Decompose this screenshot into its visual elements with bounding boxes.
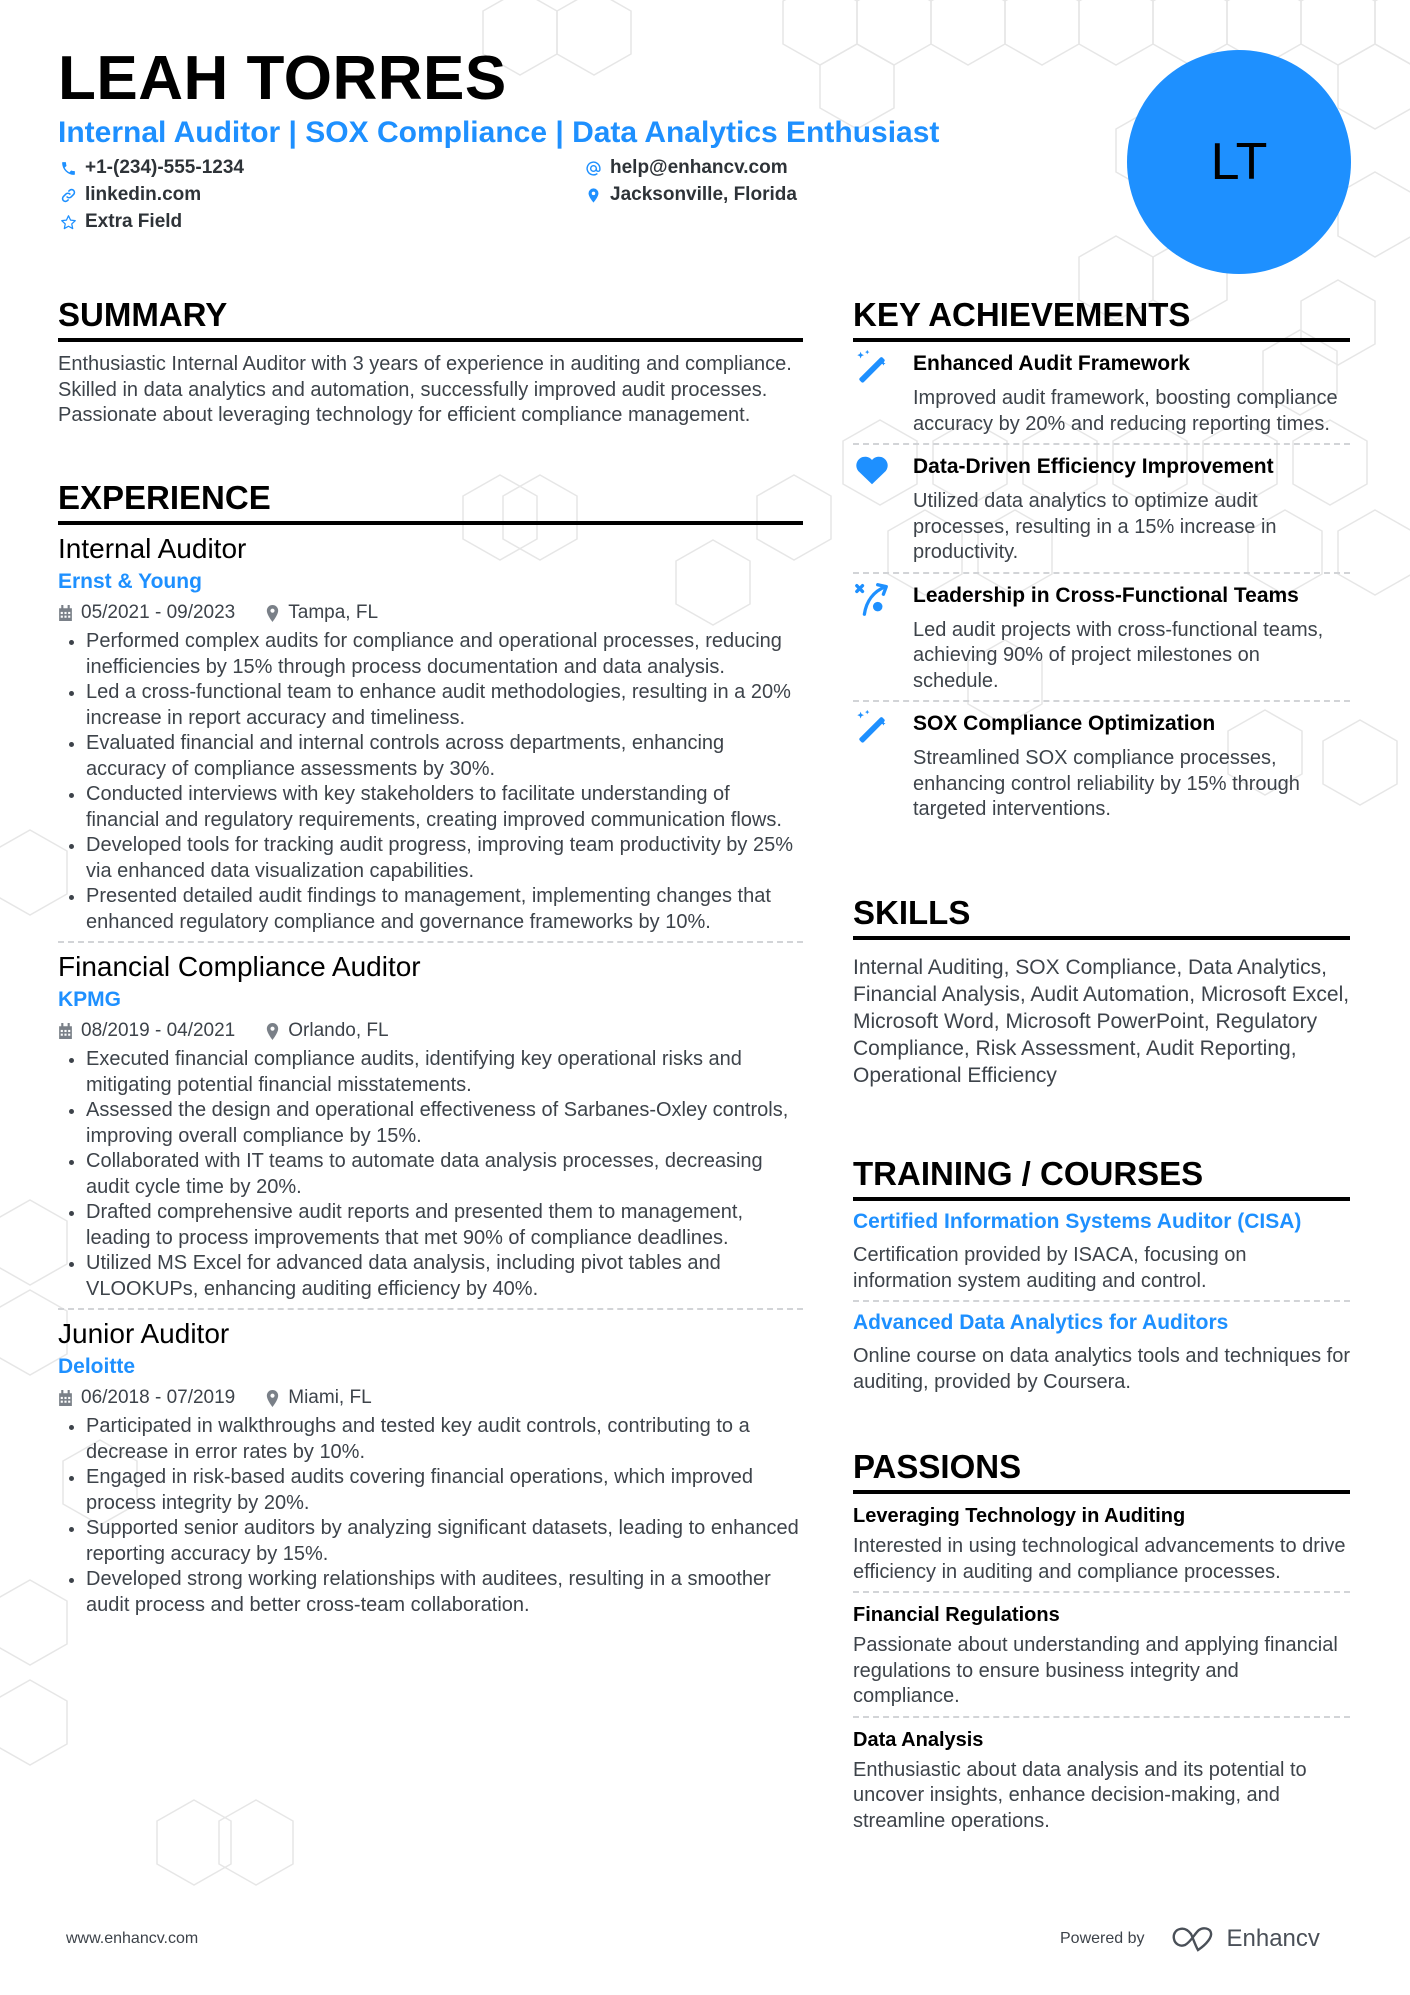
job-bullet: Collaborated with IT teams to automate data analysis processes, decreasing audit cycle time by 20%. [58, 1149, 803, 1200]
training-section [853, 1154, 1350, 1401]
company-name: Deloitte [58, 1355, 136, 1378]
passions-section [853, 1447, 1350, 1840]
achievement-title: Data-Driven Efficiency Improvement [913, 455, 1274, 478]
passion-item [853, 1601, 1350, 1718]
avatar [1127, 50, 1351, 274]
job-title: Internal Auditor [58, 533, 247, 564]
achievement-description: Utilized data analytics to optimize audit processes, resulting in a 15% increase in productivity. [913, 490, 1277, 563]
brand-name: Enhancv [1226, 1925, 1320, 1952]
achievement-item [853, 574, 1350, 703]
passion-title: Leveraging Technology in Auditing [853, 1505, 1186, 1527]
job-bullet: Participated in walkthroughs and tested key audit controls, contributing to a decrease in error rates by 10%. [58, 1414, 803, 1465]
job-dates: 05/2021 - 09/2023 [81, 602, 236, 623]
passion-item [853, 1726, 1350, 1841]
candidate-name: LEAH TORRES [58, 44, 507, 113]
email-value: help@enhancv.com [610, 157, 788, 178]
summary-section [58, 295, 803, 429]
passion-description: Enthusiastic about data analysis and its potential to uncover insights, enhance decision-making, and streamline operations. [853, 1758, 1307, 1832]
passion-title: Financial Regulations [853, 1604, 1060, 1626]
job-bullet: Assessed the design and operational effectiveness of Sarbanes-Oxley controls, improving overall compliance by 15%. [58, 1098, 803, 1149]
divider [853, 1300, 1350, 1302]
job-meta [58, 1017, 803, 1045]
job-bullet: Drafted comprehensive audit reports and presented them to management, leading to process improvements that met 90% of compliance deadlines. [58, 1200, 803, 1251]
achievement-item [853, 445, 1350, 574]
section-title-training: TRAINING / COURSES [853, 1154, 1350, 1201]
section-title-experience: EXPERIENCE [58, 478, 803, 525]
achievement-item [853, 702, 1350, 829]
job-bullet: Presented detailed audit findings to management, implementing changes that enhanced regulatory compliance and governance frameworks by 10%. [58, 884, 803, 935]
passion-title: Data Analysis [853, 1728, 984, 1751]
course-title: Certified Information Systems Auditor (CISA) [853, 1210, 1302, 1233]
job-bullets [58, 629, 803, 935]
skills-section [853, 893, 1350, 1089]
calendar-icon [58, 1390, 73, 1407]
contact-email[interactable] [585, 155, 788, 181]
passion-description: Interested in using technological advancements to drive efficiency in auditing and compliance processes. [853, 1535, 1346, 1583]
achievement-description: Improved audit framework, boosting compliance accuracy by 20% and reducing reporting times. [913, 387, 1338, 435]
job-bullet: Developed strong working relationships with auditees, resulting in a smoother audit process and better cross-team collaboration. [58, 1567, 803, 1618]
job-bullet: Supported senior auditors by analyzing significant datasets, leading to enhanced reporting accuracy by 15%. [58, 1516, 803, 1567]
job-entry [58, 531, 803, 943]
map-pin-icon [585, 187, 602, 204]
job-bullet: Developed tools for tracking audit progress, improving team productivity by 25% via enhanced data visualization capabilities. [58, 833, 803, 884]
job-bullet: Conducted interviews with key stakeholders to facilitate understanding of financial and regulatory requirements, creating improved communication flows. [58, 782, 803, 833]
job-title: Junior Auditor [58, 1318, 230, 1349]
divider [853, 1716, 1350, 1718]
linkedin-value: linkedin.com [85, 184, 202, 205]
footer-powered-by[interactable] [1060, 1925, 1320, 1953]
job-bullet: Engaged in risk-based audits covering financial operations, which improved process integrity by 20%. [58, 1465, 803, 1516]
map-pin-icon [265, 605, 280, 622]
passion-item [853, 1502, 1350, 1593]
magic-wand-icon [853, 708, 891, 746]
section-title-skills: SKILLS [853, 893, 1350, 940]
job-location: Orlando, FL [288, 1020, 389, 1041]
course-item [853, 1209, 1350, 1302]
extra-value: Extra Field [85, 211, 183, 232]
calendar-icon [58, 1023, 73, 1040]
course-description: Certification provided by ISACA, focusing on information system auditing and control. [853, 1244, 1247, 1292]
company-name: KPMG [58, 988, 121, 1011]
experience-section [58, 478, 803, 1618]
candidate-tagline: Internal Auditor | SOX Compliance | Data Analytics Enthusiast [58, 116, 940, 149]
section-title-summary: SUMMARY [58, 295, 803, 342]
achievement-description: Led audit projects with cross-functional teams, achieving 90% of project milestones on schedule. [913, 618, 1324, 692]
job-meta [58, 1384, 803, 1412]
map-pin-icon [265, 1390, 280, 1407]
enhancv-logo-icon [1171, 1926, 1217, 1952]
job-bullets [58, 1047, 803, 1302]
at-icon [585, 160, 602, 177]
job-bullet: Utilized MS Excel for advanced data analysis, including pivot tables and VLOOKUPs, enhancing auditing efficiency by 40%. [58, 1251, 803, 1302]
achievement-title: Leadership in Cross-Functional Teams [913, 583, 1299, 607]
job-bullet: Evaluated financial and internal controls across departments, enhancing accuracy of compliance assessments by 30%. [58, 731, 803, 782]
brand-logo [1171, 1925, 1320, 1953]
star-icon [60, 214, 77, 231]
magic-wand-icon [853, 348, 891, 386]
job-meta [58, 599, 803, 627]
link-icon [60, 187, 77, 204]
job-bullet: Performed complex audits for compliance and operational processes, reducing inefficiencies by 15% through process documentation and data analysis. [58, 629, 803, 680]
passion-description: Passionate about understanding and applying financial regulations to ensure business integrity and compliance. [853, 1634, 1338, 1707]
job-dates: 08/2019 - 04/2021 [81, 1020, 236, 1041]
course-item [853, 1310, 1350, 1401]
location-value: Jacksonville, Florida [610, 184, 797, 205]
phone-value: +1-(234)-555-1234 [85, 157, 244, 178]
contact-extra [60, 209, 182, 235]
job-bullets [58, 1414, 803, 1618]
skills-text: Internal Auditing, SOX Compliance, Data Analytics, Financial Analysis, Audit Automation, Microsoft Excel, Microsoft Word, Microsoft PowerPoint, Regulatory Compliance, Risk Assessment, Audit Reporting, Operational Efficiency [853, 956, 1350, 1087]
job-location: Miami, FL [288, 1387, 372, 1408]
strategy-play-icon [853, 580, 891, 618]
job-dates: 06/2018 - 07/2019 [81, 1387, 236, 1408]
footer-website-link[interactable]: www.enhancv.com [66, 1930, 199, 1947]
calendar-icon [58, 605, 73, 622]
achievement-description: Streamlined SOX compliance processes, enhancing control reliability by 15% through targeted interventions. [913, 747, 1300, 820]
contact-linkedin[interactable] [60, 182, 201, 208]
achievement-title: Enhanced Audit Framework [913, 352, 1190, 375]
company-name: Ernst & Young [58, 570, 202, 593]
section-title-passions: PASSIONS [853, 1447, 1350, 1494]
achievements-section [853, 295, 1350, 829]
powered-by-label: Powered by [1060, 1930, 1145, 1947]
course-description: Online course on data analytics tools and techniques for auditing, provided by Coursera. [853, 1345, 1350, 1393]
contact-location [585, 182, 797, 208]
job-bullet: Executed financial compliance audits, identifying key operational risks and mitigating potential financial misstatements. [58, 1047, 803, 1098]
summary-text: Enthusiastic Internal Auditor with 3 years of experience in auditing and compliance. Skilled in data analytics and automation, successfully improved audit processes. Passionate about leveraging technology for efficient compliance management. [58, 353, 792, 426]
job-entry [58, 949, 803, 1310]
contact-phone[interactable] [60, 155, 244, 181]
job-location: Tampa, FL [288, 602, 379, 623]
job-entry [58, 1316, 803, 1618]
section-title-achievements: KEY ACHIEVEMENTS [853, 295, 1350, 342]
divider [853, 1591, 1350, 1593]
achievement-title: SOX Compliance Optimization [913, 712, 1216, 735]
avatar-initials: LT [1210, 133, 1268, 191]
course-title: Advanced Data Analytics for Auditors [853, 1311, 1229, 1334]
divider [58, 1308, 803, 1310]
job-bullet: Led a cross-functional team to enhance audit methodologies, resulting in a 20% increase in report accuracy and timeliness. [58, 680, 803, 731]
map-pin-icon [265, 1023, 280, 1040]
divider [58, 941, 803, 943]
phone-icon [60, 160, 77, 177]
achievement-item [853, 342, 1350, 445]
heart-icon [853, 451, 891, 489]
job-title: Financial Compliance Auditor [58, 951, 421, 982]
